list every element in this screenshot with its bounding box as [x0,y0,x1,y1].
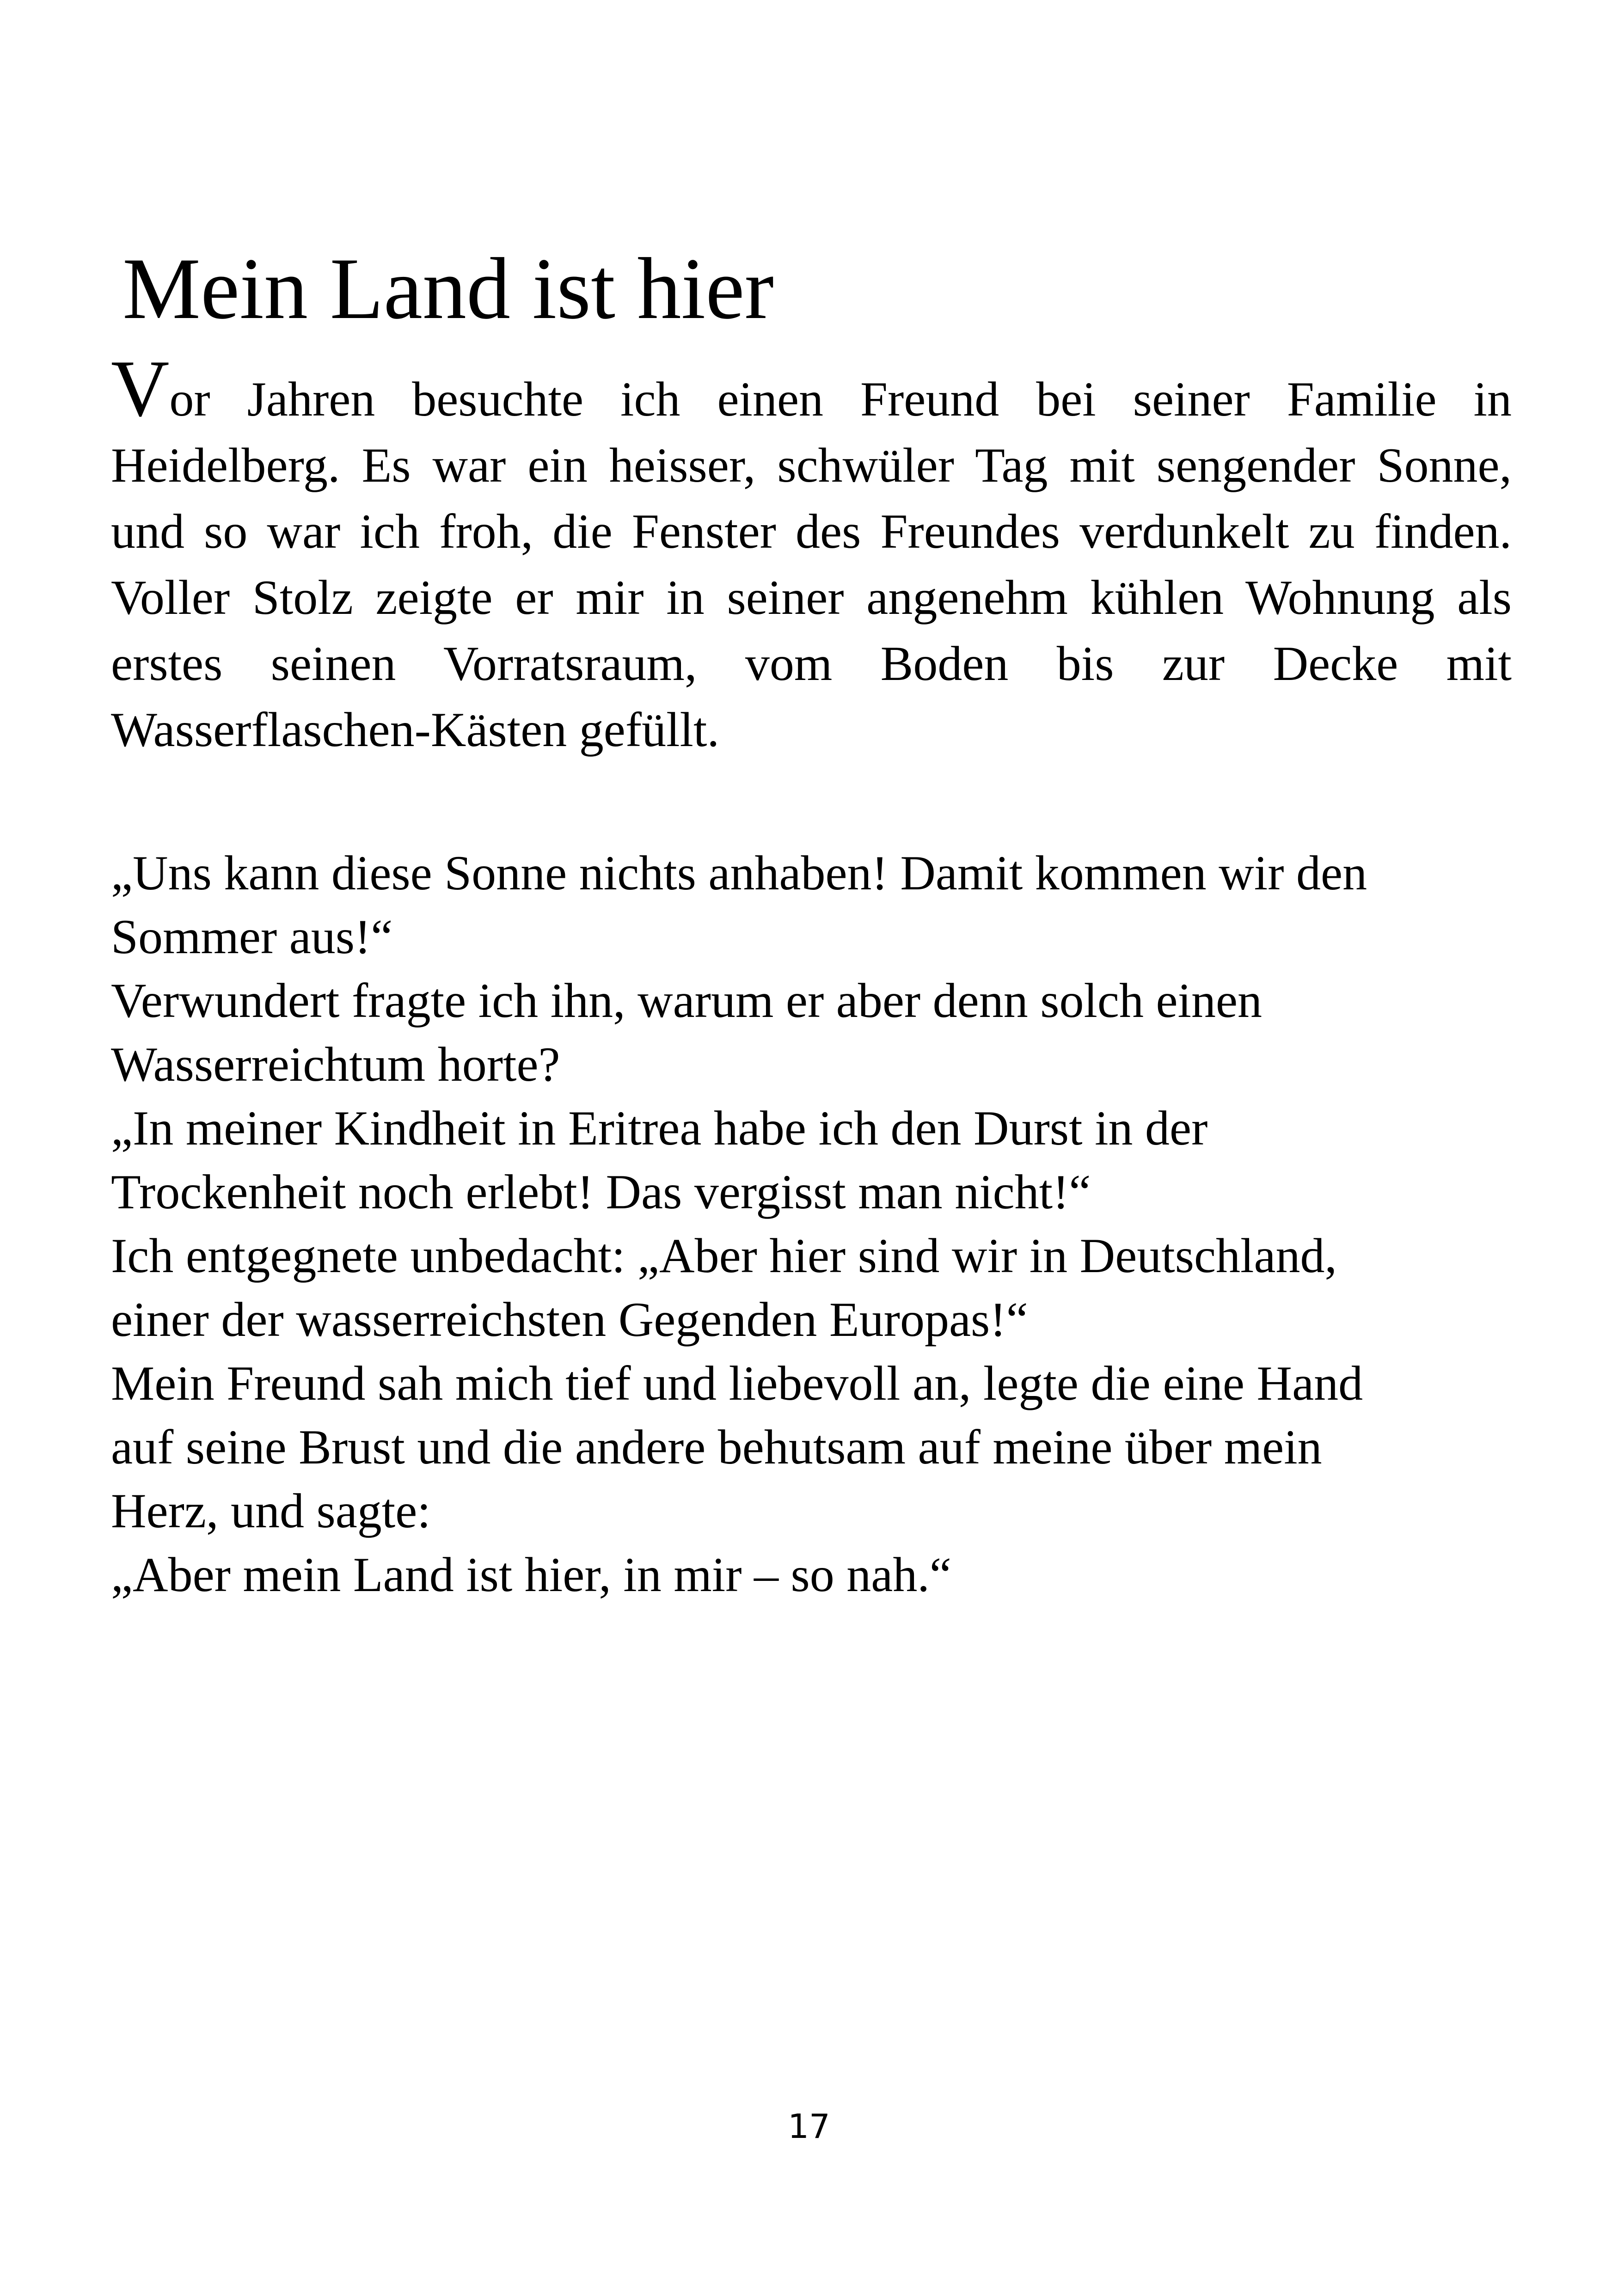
dialog-line: Herz, und sagte: [111,1484,431,1538]
dialog-line: Verwundert fragte ich ihn, warum er aber denn solch einen [111,974,1263,1028]
dialog-line: Sommer aus!“ [111,910,393,964]
dialog-line: „In meiner Kindheit in Eritrea habe ich den Durst in der [111,1101,1208,1155]
opening-paragraph [111,343,1512,763]
page-number: 17 [788,2107,830,2146]
dialog-line: Mein Freund sah mich tief und liebevoll an, legte die eine Hand [111,1356,1363,1410]
chapter-title: Mein Land ist hier [123,240,774,337]
drop-cap: V [111,343,170,433]
dialog-line: Ich entgegnete unbedacht: „Aber hier sind wir in Deutschland, [111,1229,1337,1283]
opening-paragraph-text: or Jahren besuchte ich einen Freund bei seiner Familie in Heidelberg. Es war ein heisser, schwüler Tag mit sengender Sonne, und so war ich froh, die Fenster des Freundes verdunkelt zu finden. Voller Stolz zeigte er mir in seiner angenehm kühlen Wohnung als erstes seinen Vorratsraum, vom Boden bis zur Decke mit Wasserflaschen-Kästen gefüllt. [111,372,1512,757]
dialog-line: Wasserreichtum horte? [111,1037,560,1091]
dialog-line: „Aber mein Land ist hier, in mir – so nah.“ [111,1548,951,1602]
dialog-section [111,841,1512,1607]
dialog-line: auf seine Brust und die andere behutsam auf meine über mein [111,1420,1322,1474]
dialog-line: „Uns kann diese Sonne nichts anhaben! Damit kommen wir den [111,846,1367,900]
dialog-line: einer der wasserreichsten Gegenden Europas!“ [111,1292,1028,1347]
dialog-line: Trockenheit noch erlebt! Das vergisst man nicht!“ [111,1165,1091,1219]
